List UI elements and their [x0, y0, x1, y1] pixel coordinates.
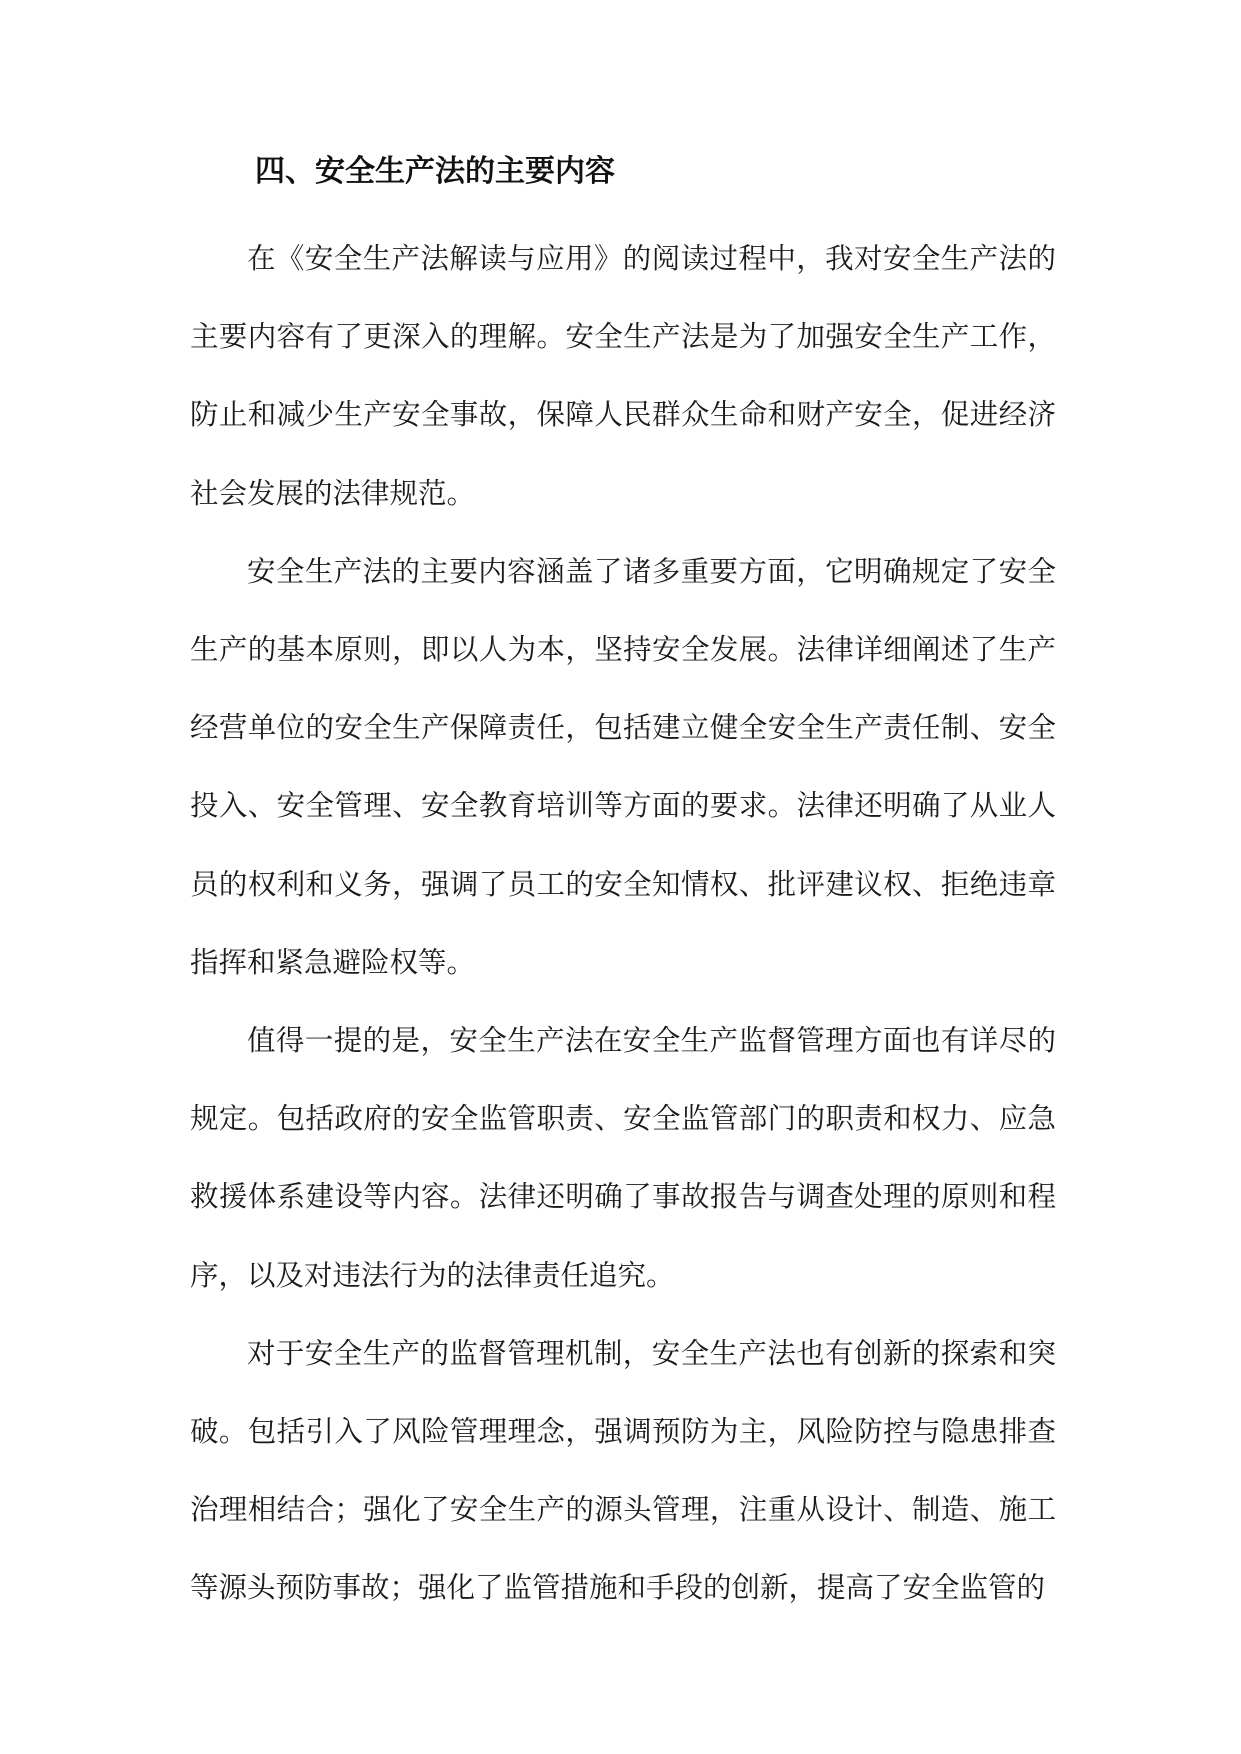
paragraph-1: 在《安全生产法解读与应用》的阅读过程中，我对安全生产法的主要内容有了更深入的理解。安全生产法是为了加强安全生产工作，防止和减少生产安全事故，保障人民群众生命和财产安全，促进经济社会发展的法律规范。 — [190, 242, 1056, 510]
paragraph-4: 对于安全生产的监督管理机制，安全生产法也有创新的探索和突破。包括引入了风险管理理念，强调预防为主，风险防控与隐患排查治理相结合；强化了安全生产的源头管理，注重从设计、制造、施工等源头预防事故；强化了监管措施和手段的创新，提高了安全监管的 — [190, 1336, 1056, 1605]
body-text — [190, 220, 1056, 1628]
section-heading: 四、安全生产法的主要内容 — [255, 154, 615, 189]
paragraph-2: 安全生产法的主要内容涵盖了诸多重要方面，它明确规定了安全生产的基本原则，即以人为本，坚持安全发展。法律详细阐述了生产经营单位的安全生产保障责任，包括建立健全安全生产责任制、安全投入、安全管理、安全教育培训等方面的要求。法律还明确了从业人员的权利和义务，强调了员工的安全知情权、批评建议权、拒绝违章指挥和紧急避险权等。 — [190, 554, 1056, 979]
paragraph-3: 值得一提的是，安全生产法在安全生产监督管理方面也有详尽的规定。包括政府的安全监管职责、安全监管部门的职责和权力、应急救援体系建设等内容。法律还明确了事故报告与调查处理的原则和程序，以及对违法行为的法律责任追究。 — [190, 1024, 1056, 1292]
